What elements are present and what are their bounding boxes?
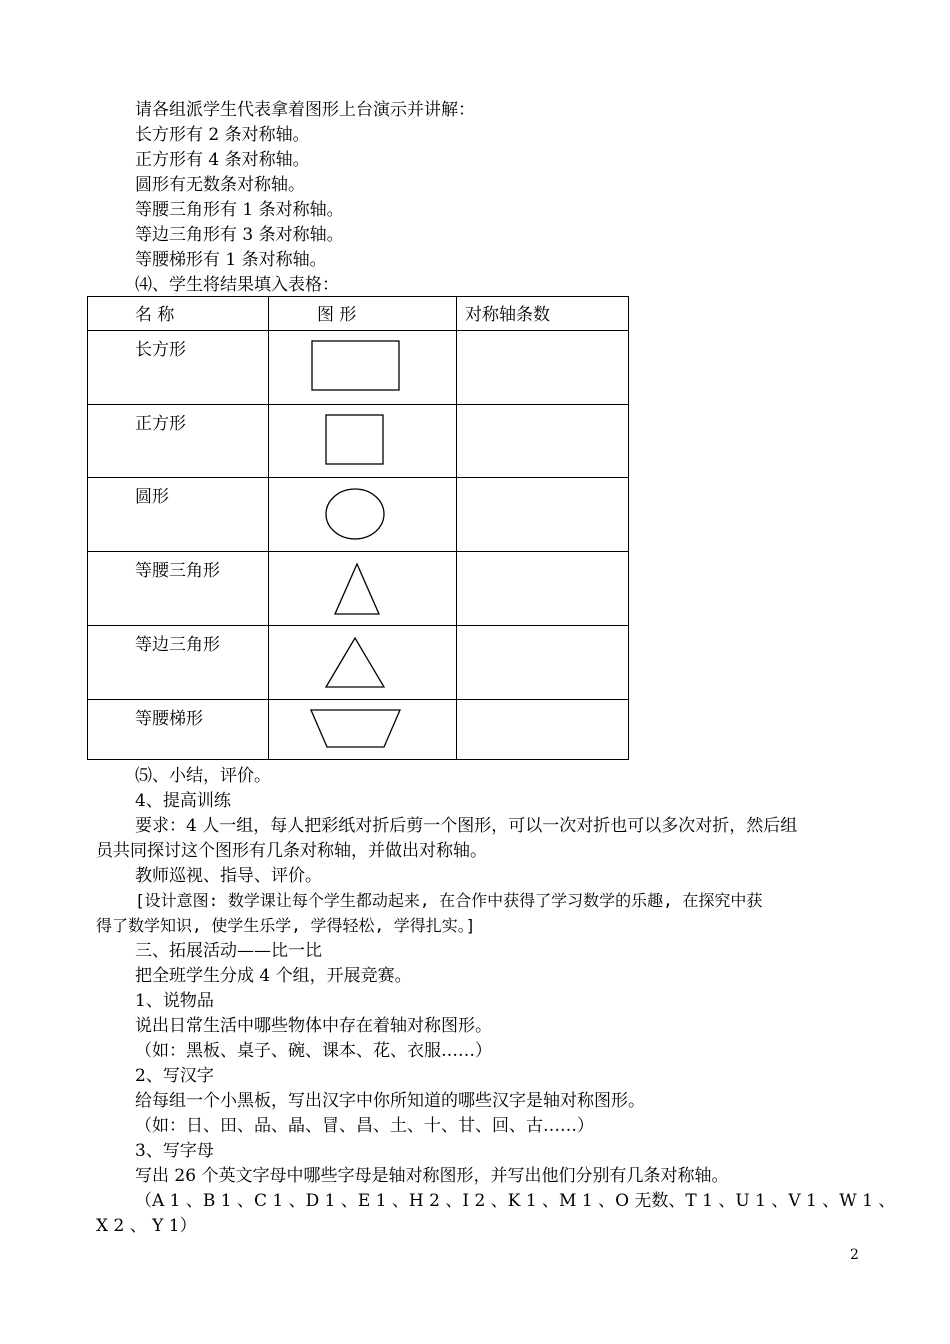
row-shape-isosceles-triangle [269,552,457,626]
table-row [88,331,629,405]
design-intent-line-2: 得了数学知识, 使学生乐学, 学得轻松, 学得扎实。] [96,916,476,935]
row-shape-rectangle [269,331,457,405]
page-number: 2 [850,1247,859,1263]
isosceles-triangle-icon [269,552,456,624]
row-shape-isosceles-trapezoid [269,700,457,760]
row-name-circle: 圆形 [88,478,269,552]
item1-title: 1、说物品 [135,991,214,1011]
row-axes-square [457,405,629,478]
table-row [88,405,629,478]
table-row [88,478,629,552]
rectangle-icon [269,331,456,403]
row-name-rectangle: 长方形 [88,331,269,405]
intro-line-8: ⑷、学生将结果填入表格： [135,275,339,295]
row-name-isosceles-triangle: 等腰三角形 [88,552,269,626]
row-name-isosceles-trapezoid: 等腰梯形 [88,700,269,760]
header-name: 名 称 [88,297,269,331]
table-row [88,700,629,760]
intro-line-3: 正方形有 4 条对称轴。 [135,150,310,170]
item3-desc: 写出 26 个英文字母中哪些字母是轴对称图形，并写出他们分别有几条对称轴。 [135,1166,729,1186]
item3-answer-line-2: X 2 、 Y 1） [96,1216,197,1236]
section3-desc: 把全班学生分成 4 个组，开展竞赛。 [135,966,412,986]
table-row [88,626,629,700]
intro-line-1: 请各组派学生代表拿着图形上台演示并讲解： [135,100,475,120]
row-name-square: 正方形 [88,405,269,478]
intro-line-7: 等腰梯形有 1 条对称轴。 [135,250,327,270]
item1-desc: 说出日常生活中哪些物体中存在着轴对称图形。 [135,1016,492,1036]
section4-title: 4、提高训练 [135,791,231,811]
symmetry-table [87,296,629,760]
item1-example: （如：黑板、桌子、碗、课本、花、衣服……） [135,1041,492,1061]
row-axes-isosceles-trapezoid [457,700,629,760]
item3-answer-line-1: （A 1 、B 1 、C 1 、D 1 、E 1 、H 2 、I 2 、K 1 、M 1 、O 无数、T 1 、U 1 、V 1 、W 1 、 [135,1191,896,1211]
row-name-equilateral-triangle: 等边三角形 [88,626,269,700]
section3-title: 三、拓展活动——比一比 [135,941,322,961]
item2-desc: 给每组一个小黑板，写出汉字中你所知道的哪些汉字是轴对称图形。 [135,1091,645,1111]
item2-title: 2、写汉字 [135,1066,214,1086]
header-shape: 图 形 [269,297,457,331]
header-axis-count: 对称轴条数 [457,297,629,331]
summary-line: ⑸、小结，评价。 [135,766,271,786]
circle-icon [269,478,456,550]
square-icon [269,405,456,476]
row-shape-circle [269,478,457,552]
table-header-row [88,297,629,331]
isosceles-trapezoid-icon [269,700,456,758]
intro-line-6: 等边三角形有 3 条对称轴。 [135,225,344,245]
requirement-line-1: 要求：4 人一组，每人把彩纸对折后剪一个图形，可以一次对折也可以多次对折，然后组 [135,816,798,836]
row-axes-equilateral-triangle [457,626,629,700]
table-row [88,552,629,626]
equilateral-triangle-icon [269,626,456,698]
requirement-line-2: 员共同探讨这个图形有几条对称轴，并做出对称轴。 [96,841,487,861]
intro-line-4: 圆形有无数条对称轴。 [135,175,305,195]
row-shape-square [269,405,457,478]
teacher-line: 教师巡视、指导、评价。 [135,866,322,886]
row-shape-equilateral-triangle [269,626,457,700]
row-axes-isosceles-triangle [457,552,629,626]
design-intent-line-1: [设计意图: 数学课让每个学生都动起来, 在合作中获得了学习数学的乐趣, 在探究中获 [135,891,763,910]
item3-title: 3、写字母 [135,1141,214,1161]
intro-line-2: 长方形有 2 条对称轴。 [135,125,310,145]
intro-line-5: 等腰三角形有 1 条对称轴。 [135,200,344,220]
row-axes-rectangle [457,331,629,405]
item2-example: （如：日、田、品、晶、冒、昌、土、十、甘、回、古……） [135,1116,594,1136]
row-axes-circle [457,478,629,552]
